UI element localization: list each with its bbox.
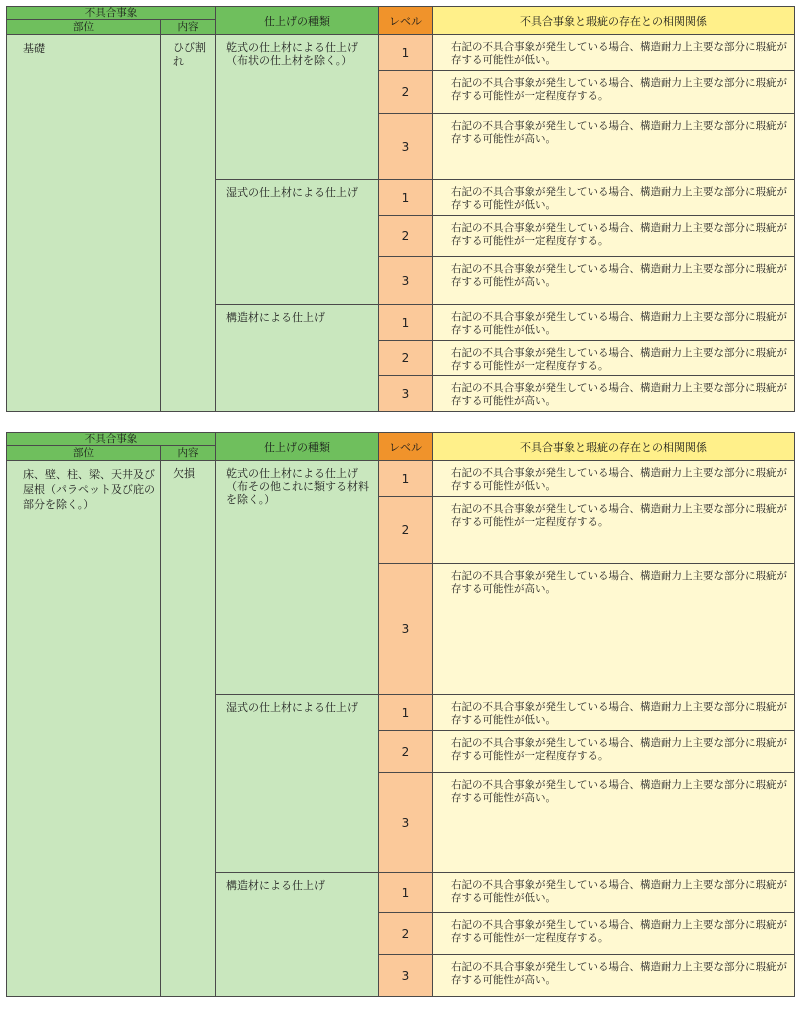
level-cell: 2 [379,913,433,955]
relation-cell: 右記の不具合事象が発生している場合、構造耐力上主要な部分に瑕疵が存する可能性が低い。 [433,180,795,216]
level-cell: 3 [379,564,433,695]
part-cell: 基礎 [7,35,161,412]
header-part: 部位 [7,446,161,461]
level-cell: 1 [379,461,433,497]
level-cell: 1 [379,305,433,341]
relation-cell: 右記の不具合事象が発生している場合、構造耐力上主要な部分に瑕疵が存する可能性が低い。 [433,35,795,71]
header-finish-type: 仕上げの種類 [216,433,379,461]
relation-cell: 右記の不具合事象が発生している場合、構造耐力上主要な部分に瑕疵が存する可能性が高い。 [433,773,795,873]
level-cell: 1 [379,180,433,216]
header-defect: 不具合事象 [7,433,216,446]
header-content: 内容 [161,446,216,461]
finish-type-cell: 乾式の仕上材による仕上げ（布状の仕上材を除く。） [216,35,379,180]
finish-type-cell: 湿式の仕上材による仕上げ [216,180,379,305]
header-finish-type: 仕上げの種類 [216,7,379,35]
relation-cell: 右記の不具合事象が発生している場合、構造耐力上主要な部分に瑕疵が存する可能性が高い。 [433,257,795,305]
finish-type-cell: 乾式の仕上材による仕上げ（布その他これに類する材料を除く。） [216,461,379,695]
relation-cell: 右記の不具合事象が発生している場合、構造耐力上主要な部分に瑕疵が存する可能性が低い。 [433,873,795,913]
level-cell: 2 [379,731,433,773]
part-cell: 床、壁、柱、梁、天井及び屋根（パラペット及び庇の部分を除く。） [7,461,161,997]
relation-cell: 右記の不具合事象が発生している場合、構造耐力上主要な部分に瑕疵が存する可能性が高い。 [433,564,795,695]
header-relation: 不具合事象と瑕疵の存在との相関関係 [433,7,795,35]
level-cell: 3 [379,773,433,873]
level-cell: 3 [379,114,433,180]
relation-cell: 右記の不具合事象が発生している場合、構造耐力上主要な部分に瑕疵が存する可能性が高い。 [433,955,795,997]
level-cell: 3 [379,955,433,997]
defect-table-2 [6,432,795,997]
finish-type-cell: 構造材による仕上げ [216,873,379,997]
relation-cell: 右記の不具合事象が発生している場合、構造耐力上主要な部分に瑕疵が存する可能性が高い。 [433,376,795,412]
relation-cell: 右記の不具合事象が発生している場合、構造耐力上主要な部分に瑕疵が存する可能性が一定程度存する。 [433,71,795,114]
relation-cell: 右記の不具合事象が発生している場合、構造耐力上主要な部分に瑕疵が存する可能性が高い。 [433,114,795,180]
content-cell: ひび割れ [161,35,216,412]
level-cell: 3 [379,257,433,305]
level-cell: 1 [379,35,433,71]
header-level: レベル [379,433,433,461]
level-cell: 3 [379,376,433,412]
defect-table-1 [6,6,795,412]
level-cell: 2 [379,497,433,564]
relation-cell: 右記の不具合事象が発生している場合、構造耐力上主要な部分に瑕疵が存する可能性が低い。 [433,305,795,341]
level-cell: 2 [379,216,433,257]
level-cell: 1 [379,873,433,913]
level-cell: 2 [379,71,433,114]
relation-cell: 右記の不具合事象が発生している場合、構造耐力上主要な部分に瑕疵が存する可能性が一定程度存する。 [433,913,795,955]
relation-cell: 右記の不具合事象が発生している場合、構造耐力上主要な部分に瑕疵が存する可能性が一定程度存する。 [433,216,795,257]
relation-cell: 右記の不具合事象が発生している場合、構造耐力上主要な部分に瑕疵が存する可能性が低い。 [433,695,795,731]
header-level: レベル [379,7,433,35]
finish-type-cell: 構造材による仕上げ [216,305,379,412]
header-part: 部位 [7,20,161,35]
level-cell: 1 [379,695,433,731]
relation-cell: 右記の不具合事象が発生している場合、構造耐力上主要な部分に瑕疵が存する可能性が一定程度存する。 [433,497,795,564]
relation-cell: 右記の不具合事象が発生している場合、構造耐力上主要な部分に瑕疵が存する可能性が一定程度存する。 [433,731,795,773]
header-defect: 不具合事象 [7,7,216,20]
header-content: 内容 [161,20,216,35]
level-cell: 2 [379,341,433,376]
relation-cell: 右記の不具合事象が発生している場合、構造耐力上主要な部分に瑕疵が存する可能性が低い。 [433,461,795,497]
relation-cell: 右記の不具合事象が発生している場合、構造耐力上主要な部分に瑕疵が存する可能性が一定程度存する。 [433,341,795,376]
content-cell: 欠損 [161,461,216,997]
header-relation: 不具合事象と瑕疵の存在との相関関係 [433,433,795,461]
finish-type-cell: 湿式の仕上材による仕上げ [216,695,379,873]
